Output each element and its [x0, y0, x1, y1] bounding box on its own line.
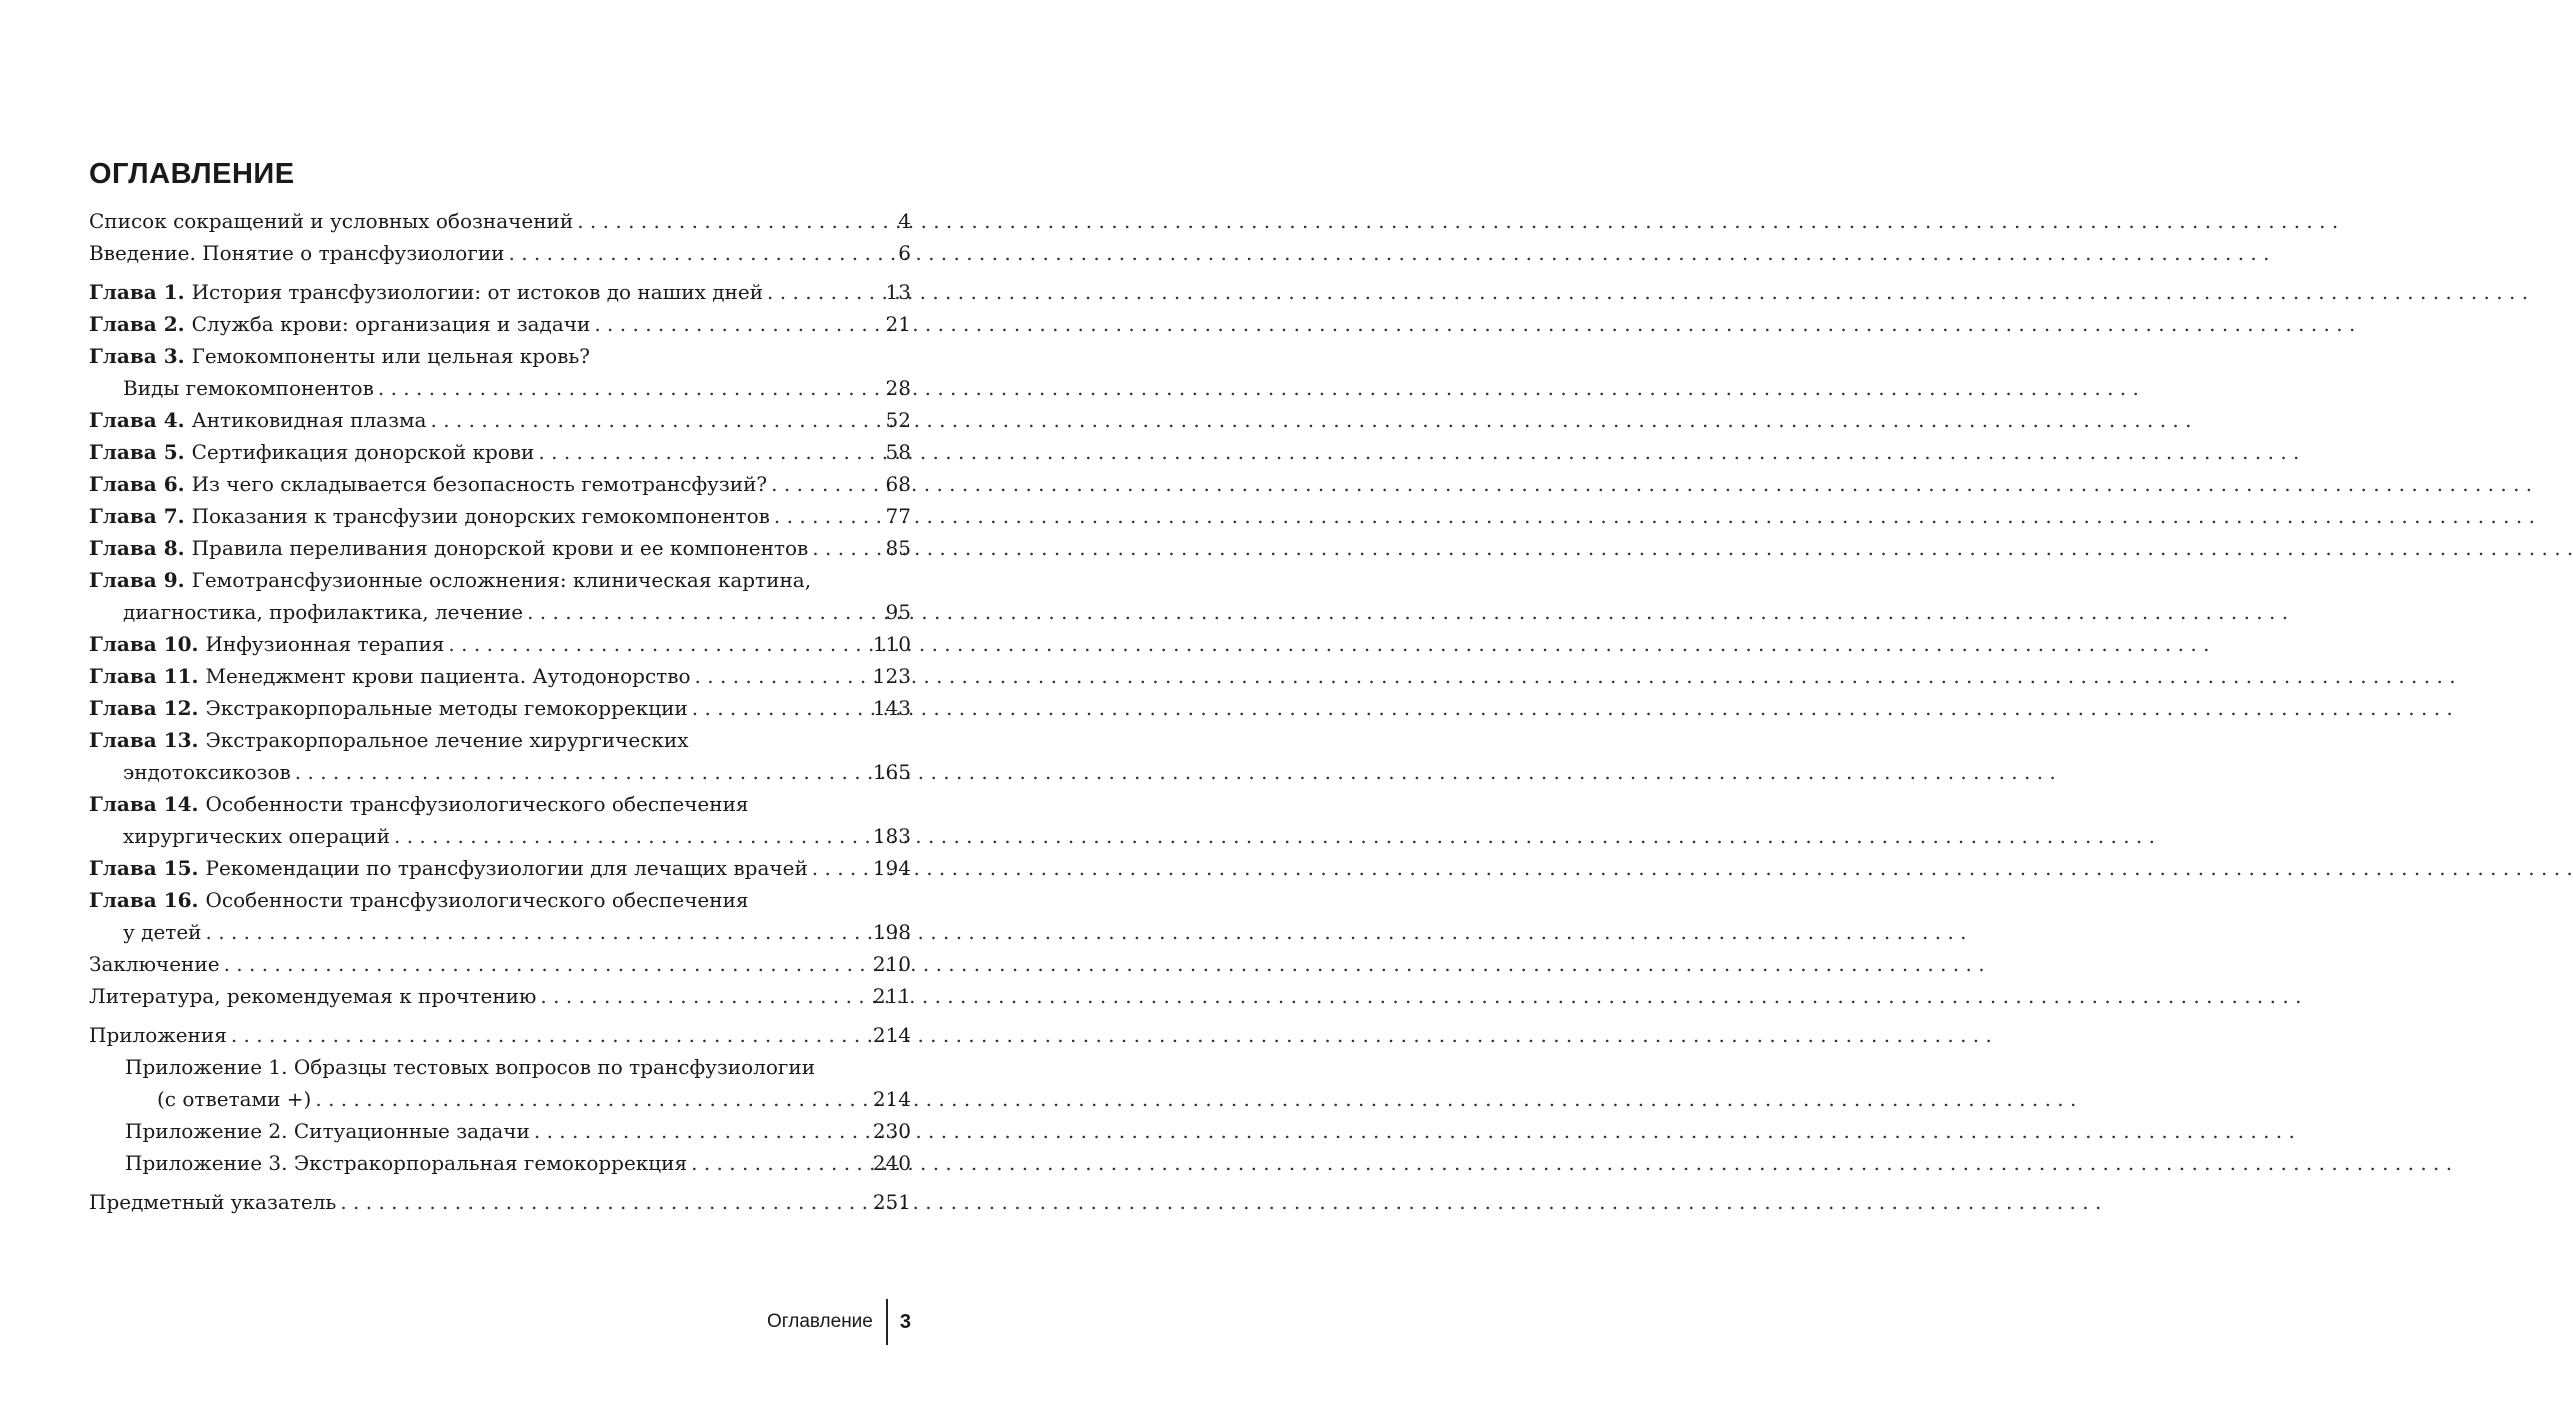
toc-line	[89, 1115, 911, 1147]
toc-entry	[89, 340, 911, 404]
toc-entry	[89, 205, 911, 237]
dot-leader	[771, 468, 881, 500]
page-ref: 58	[885, 440, 911, 464]
chapter-label: Глава 11.	[89, 664, 199, 688]
dot-leader	[527, 596, 881, 628]
dot-leader	[692, 692, 869, 724]
toc-entry	[89, 788, 911, 852]
page-ref: 4	[898, 209, 911, 233]
toc-entry	[89, 1186, 911, 1218]
toc-line	[89, 692, 911, 724]
spacer	[89, 1012, 911, 1019]
page-ref: 230	[872, 1119, 911, 1143]
toc-line	[89, 980, 911, 1012]
toc-entry	[89, 628, 911, 660]
entry-title: Заключение	[89, 952, 220, 976]
toc-entry	[89, 724, 911, 788]
dot-leader	[378, 372, 882, 404]
dot-leader	[231, 1019, 869, 1051]
dot-leader	[534, 1115, 869, 1147]
page-ref: 143	[872, 696, 911, 720]
toc-entry	[89, 532, 911, 564]
page-ref: 110	[872, 632, 911, 656]
toc-line	[89, 372, 911, 404]
dot-leader	[812, 532, 881, 564]
chapter-label: Глава 2.	[89, 312, 185, 336]
toc-entry	[89, 980, 911, 1012]
page-ref: 211	[872, 984, 911, 1008]
entry-title: Приложение 2. Ситуационные задачи	[125, 1119, 530, 1143]
entry-title: (с ответами +)	[157, 1087, 312, 1111]
dot-leader	[430, 404, 881, 436]
toc-line	[89, 276, 911, 308]
page-ref: 28	[885, 376, 911, 400]
toc-line	[89, 1147, 911, 1179]
toc-line	[89, 340, 911, 372]
dot-leader	[812, 852, 869, 884]
chapter-label: Глава 3.	[89, 344, 185, 368]
page-ref: 251	[872, 1190, 911, 1214]
entry-title: Экстракорпоральное лечение хирургических	[205, 728, 689, 752]
footer-divider	[886, 1299, 888, 1345]
toc-line	[89, 205, 911, 237]
toc-entry	[89, 404, 911, 436]
table-of-contents	[89, 205, 911, 1218]
chapter-label: Глава 16.	[89, 888, 199, 912]
toc-line	[89, 1051, 911, 1083]
entry-title: Приложение 1. Образцы тестовых вопросов по трансфузиологии	[125, 1055, 816, 1079]
toc-subentry	[89, 1147, 911, 1179]
chapter-label: Глава 12.	[89, 696, 199, 720]
page-ref: 95	[885, 600, 911, 624]
toc-line	[89, 468, 911, 500]
page-ref: 52	[885, 408, 911, 432]
entry-title: Список сокращений и условных обозначений	[89, 209, 574, 233]
dot-leader	[206, 916, 869, 948]
toc-subentry	[89, 1051, 911, 1115]
spacer	[89, 269, 911, 276]
toc-entry	[89, 884, 911, 948]
chapter-label: Глава 9.	[89, 568, 185, 592]
toc-subentry	[89, 1115, 911, 1147]
entry-title: Сертификация донорской крови	[191, 440, 535, 464]
chapter-label: Глава 1.	[89, 280, 185, 304]
entry-title: Показания к трансфузии донорских гемокомпонентов	[191, 504, 770, 528]
dot-leader	[295, 756, 869, 788]
chapter-label: Глава 7.	[89, 504, 185, 528]
entry-title: Приложение 3. Экстракорпоральная гемокоррекция	[125, 1151, 688, 1175]
entry-title: Виды гемокомпонентов	[123, 376, 374, 400]
page-ref: 198	[872, 920, 911, 944]
entry-title: Менеджмент крови пациента. Аутодонорство	[205, 664, 691, 688]
toc-line	[89, 500, 911, 532]
chapter-label: Глава 5.	[89, 440, 185, 464]
entry-title: хирургических операций	[123, 824, 390, 848]
toc-entry	[89, 276, 911, 308]
chapter-label: Глава 13.	[89, 728, 199, 752]
dot-leader	[774, 500, 882, 532]
page-ref: 240	[872, 1151, 911, 1175]
dot-leader	[394, 820, 869, 852]
page-ref: 77	[885, 504, 911, 528]
entry-title: Литература, рекомендуемая к прочтению	[89, 984, 537, 1008]
page-ref: 214	[872, 1087, 911, 1111]
toc-line	[89, 237, 911, 269]
toc-line	[89, 436, 911, 468]
chapter-label: Глава 10.	[89, 632, 199, 656]
dot-leader	[767, 276, 882, 308]
dot-leader	[224, 948, 869, 980]
dot-leader	[577, 205, 894, 237]
page-ref: 214	[872, 1023, 911, 1047]
dot-leader	[508, 237, 894, 269]
toc-entry	[89, 852, 911, 884]
entry-title: История трансфузиологии: от истоков до наших дней	[191, 280, 764, 304]
toc-line	[89, 724, 911, 756]
page-ref: 21	[885, 312, 911, 336]
toc-line	[89, 660, 911, 692]
toc-entry	[89, 1019, 911, 1051]
dot-leader	[315, 1083, 868, 1115]
entry-title: Предметный указатель	[89, 1190, 337, 1214]
entry-title: Введение. Понятие о трансфузиологии	[89, 241, 505, 265]
toc-line	[89, 1019, 911, 1051]
toc-line	[89, 756, 911, 788]
page-ref: 85	[885, 536, 911, 560]
toc-line	[89, 1083, 911, 1115]
page-number: 3	[899, 1310, 911, 1333]
toc-line	[89, 916, 911, 948]
dot-leader	[695, 660, 869, 692]
toc-line	[89, 596, 911, 628]
toc-line	[89, 564, 911, 596]
entry-title: Экстракорпоральные методы гемокоррекции	[205, 696, 688, 720]
entry-title: Из чего складывается безопасность гемотрансфузий?	[191, 472, 768, 496]
page-ref: 123	[872, 664, 911, 688]
toc-entry	[89, 660, 911, 692]
chapter-label: Глава 8.	[89, 536, 185, 560]
page-ref: 183	[872, 824, 911, 848]
toc-entry	[89, 564, 911, 628]
dot-leader	[691, 1147, 869, 1179]
entry-title: у детей	[123, 920, 202, 944]
dot-leader	[540, 980, 868, 1012]
page-ref: 68	[885, 472, 911, 496]
toc-line	[89, 820, 911, 852]
entry-title: Инфузионная терапия	[205, 632, 445, 656]
entry-title: Приложения	[89, 1023, 227, 1047]
toc-entry	[89, 237, 911, 269]
toc-entry	[89, 436, 911, 468]
entry-title: Гемокомпоненты или цельная кровь?	[191, 344, 591, 368]
chapter-label: Глава 6.	[89, 472, 185, 496]
page-ref: 165	[872, 760, 911, 784]
running-footer	[767, 1299, 911, 1345]
dot-leader	[448, 628, 868, 660]
spacer	[89, 1179, 911, 1186]
chapter-label: Глава 4.	[89, 408, 185, 432]
toc-line	[89, 1186, 911, 1218]
page-ref: 210	[872, 952, 911, 976]
entry-title: Антиковидная плазма	[191, 408, 427, 432]
entry-title: Особенности трансфузиологического обеспечения	[205, 792, 749, 816]
chapter-label: Глава 14.	[89, 792, 199, 816]
toc-entry	[89, 308, 911, 340]
page-ref: 194	[872, 856, 911, 880]
toc-entry	[89, 948, 911, 980]
entry-title: эндотоксикозов	[123, 760, 291, 784]
entry-title: Рекомендации по трансфузиологии для лечащих врачей	[205, 856, 808, 880]
dot-leader	[538, 436, 881, 468]
entry-title: Особенности трансфузиологического обеспечения	[205, 888, 749, 912]
page-title: ОГЛАВЛЕНИЕ	[89, 158, 295, 190]
toc-line	[89, 628, 911, 660]
toc-line	[89, 948, 911, 980]
toc-line	[89, 884, 911, 916]
footer-section-title: Оглавление	[766, 1311, 873, 1332]
toc-line	[89, 852, 911, 884]
chapter-label: Глава 15.	[89, 856, 199, 880]
entry-title: диагностика, профилактика, лечение	[123, 600, 524, 624]
dot-leader	[594, 308, 881, 340]
entry-title: Гемотрансфузионные осложнения: клиническая картина,	[191, 568, 812, 592]
toc-line	[89, 308, 911, 340]
toc-line	[89, 788, 911, 820]
toc-line	[89, 532, 911, 564]
toc-line	[89, 404, 911, 436]
page-ref: 6	[898, 241, 911, 265]
toc-entry	[89, 692, 911, 724]
entry-title: Правила переливания донорской крови и ее компонентов	[191, 536, 809, 560]
toc-entry	[89, 468, 911, 500]
entry-title: Служба крови: организация и задачи	[191, 312, 591, 336]
dot-leader	[340, 1186, 869, 1218]
page-ref: 13	[885, 280, 911, 304]
toc-entry	[89, 500, 911, 532]
